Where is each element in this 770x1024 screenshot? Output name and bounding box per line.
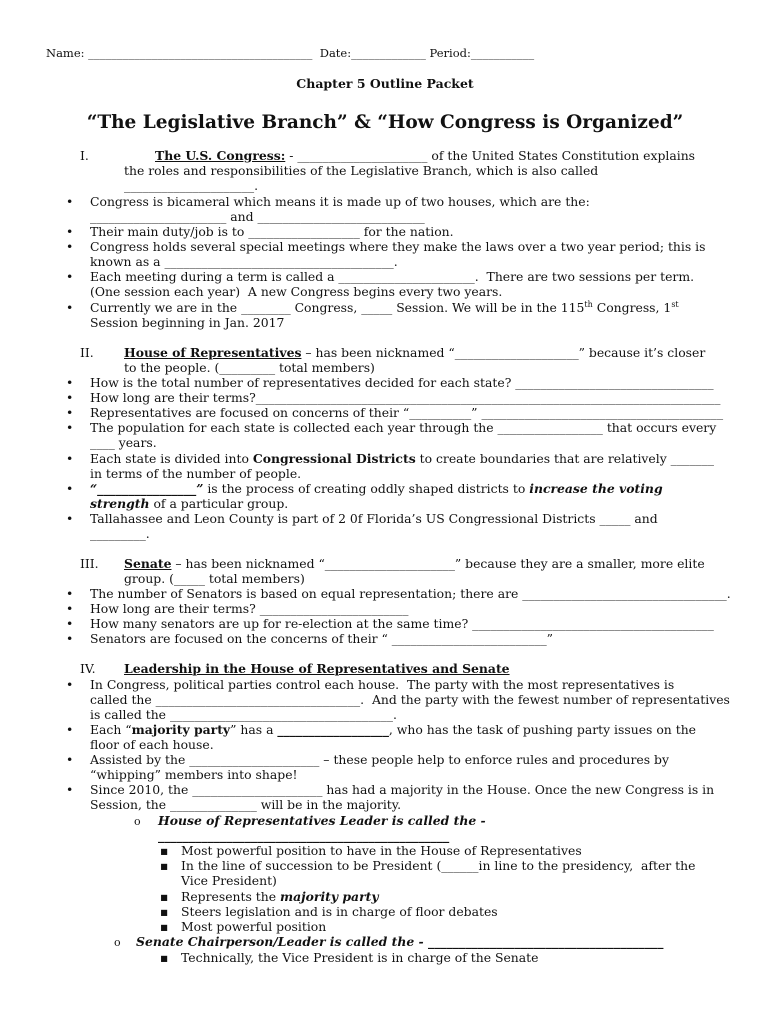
section-number: II. [80,345,94,360]
bullet-text-part: is the process of creating oddly shaped districts to [203,481,530,496]
bold-term: Congressional Districts [252,451,416,466]
section-number: IV. [80,661,96,676]
bold-term: strength [90,496,150,511]
bullet-text: Senators are focused on the concerns of their “ _________________________” [90,631,554,646]
bullet-text: Technically, the Vice President is in charge of the Senate [181,950,539,965]
bullet-text: called the _________________________________. And the party with the fewest number of representatives [90,692,730,707]
superscript: th [584,299,593,309]
section-heading: Senate [124,556,172,571]
section-number: I. [80,148,89,163]
bullet-text: The number of Senators is based on equal representation; there are _________________________________. [90,586,731,601]
section-heading: The U.S. Congress: [155,148,286,163]
bullet-marker [66,375,73,390]
bullet-text-part: , who has the task of pushing party issues on the [388,722,697,737]
bullet-marker [66,616,73,631]
answer-blank: __________________ [277,722,389,737]
bold-term: “________________” [90,481,204,496]
section-text [124,360,375,375]
bullet-text: Congress is bicameral which means it is made up of two houses, which are the: [90,194,590,209]
bullet-text: In Congress, political parties control each house. The party with the most representatives is [90,677,675,692]
bullet-text: known as a _____________________________________. [90,254,398,269]
bullet-text [90,300,679,315]
bullet-text-part: ” has a [230,722,278,737]
answer-blank: ______________________________________ [428,934,664,949]
section-number: III. [80,556,99,571]
section-ii-text [124,345,705,360]
section-text-part: to the people [124,360,207,375]
bullet-text [90,451,714,466]
square-bullet-marker [160,950,168,965]
bullet-marker [66,224,73,239]
sub-heading: Senate Chairperson/Leader is called the - [136,934,429,949]
square-bullet-marker [160,904,168,919]
bullet-marker [66,631,73,646]
section-heading: House of Representatives [124,345,302,360]
bullet-marker [66,782,73,797]
bullet-marker [66,300,73,315]
bullet-text-part: of a particular group. [149,496,289,511]
bold-term: majority party [131,722,231,737]
bullet-text: (One session each year) A new Congress begins every two years. [90,284,503,299]
bullet-text: Since 2010, the _____________________ has had a majority in the House. Once the new Congress is in [90,782,715,797]
bullet-text [181,889,379,904]
bullet-text-part: Represents the [181,889,281,904]
square-bullet-marker [160,843,168,858]
section-text-part: . (_________ total members) [206,360,375,375]
bullet-text-part: Each “ [90,722,132,737]
section-text: - _____________________ of the United States Constitution explains [285,148,696,163]
bullet-text: How many senators are up for re-election at the same time? _______________________________________ [90,616,714,631]
bullet-marker [66,405,73,420]
bullet-marker [66,511,73,526]
bold-term: increase the voting [529,481,663,496]
bullet-text: Each meeting during a term is called a ______________________. There are two sessions per term. [90,269,695,284]
bullet-text: _________. [90,526,150,541]
bullet-text: floor of each house. [90,737,214,752]
bullet-text: Congress holds several special meetings where they make the laws over a two year period; this is [90,239,706,254]
bullet-text: The population for each state is collected each year through the _________________ that occurs every [90,420,717,435]
section-text: – has been nicknamed “____________________” because it’s closer [301,345,706,360]
answer-blank: _______________________________________________ [158,828,450,843]
bullet-text: Most powerful position to have in the House of Representatives [181,843,582,858]
bullet-text: Steers legislation and is in charge of floor debates [181,904,498,919]
bullet-text: In the line of succession to be President (______in line to the presidency, after the [181,858,696,873]
circle-bullet-marker [134,813,141,829]
section-text: – has been nicknamed “_____________________” because they are a smaller, more elite [171,556,705,571]
bullet-text: How is the total number of representatives decided for each state? ________________________________ [90,375,714,390]
bullet-text: “whipping” members into shape! [90,767,298,782]
section-heading: Leadership in the House of Representatives and Senate [124,661,510,676]
bullet-text: How long are their terms?___________________________________________________________________________ [90,390,721,405]
bullet-marker [66,451,73,466]
section-text [124,571,305,586]
bullet-marker [66,481,73,496]
bullet-text: ______________________ and ___________________________ [90,209,425,224]
sub-heading: House of Representatives Leader is called the - [158,813,486,828]
bullet-marker [66,194,73,209]
bullet-text: Session beginning in Jan. 2017 [90,315,285,330]
section-text-part: . (_____ total members) [161,571,305,586]
bullet-text-part: Currently we are in the ________ Congress, _____ Session. We will be in the 115 [90,300,585,315]
square-bullet-marker [160,858,168,873]
bullet-text: Session, the ______________ will be in the majority. [90,797,402,812]
bullet-marker [66,722,73,737]
bold-term: majority party [280,889,379,904]
section-iii-text [124,556,705,571]
bullet-text: Most powerful position [181,919,327,934]
bullet-marker [66,752,73,767]
bullet-text [90,496,288,511]
bullet-text: ____ years. [90,435,157,450]
section-text: _____________________. [124,178,259,193]
bullet-text-part: to create boundaries that are relatively _______ [415,451,715,466]
bullet-text: Their main duty/job is to __________________ for the nation. [90,224,454,239]
bullet-text: in terms of the number of people. [90,466,302,481]
bullet-marker [66,586,73,601]
bullet-marker [66,420,73,435]
bullet-marker [66,239,73,254]
bullet-text [90,722,696,737]
bullet-marker [66,601,73,616]
section-text-part: group [124,571,162,586]
bullet-marker [66,677,73,692]
name-date-period-line: Name: _______________________________________ Date:_____________ Period:___________ [46,46,535,60]
bullet-text: Tallahassee and Leon County is part of 2 0f Florida’s US Congressional Districts _____ and [90,511,658,526]
square-bullet-marker [160,919,168,934]
section-text: the roles and responsibilities of the Legislative Branch, which is also called [124,163,599,178]
sub-heading-line [136,934,663,949]
bullet-marker [66,390,73,405]
page-title: “The Legislative Branch” & “How Congress is Organized” [86,112,684,133]
bullet-marker [66,269,73,284]
circle-bullet-marker [114,934,121,950]
bullet-text: Vice President) [181,873,277,888]
bullet-text: Representatives are focused on concerns of their “__________” _______________________________________ [90,405,724,420]
bullet-text: How long are their terms? ________________________ [90,601,409,616]
bullet-text: Assisted by the _____________________ – these people help to enforce rules and procedures by [90,752,669,767]
bullet-text-part: Each state is divided into [90,451,253,466]
bullet-text [90,481,663,496]
square-bullet-marker [160,889,168,904]
bullet-text-part: Congress, 1 [592,300,672,315]
section-i-text [155,148,695,163]
superscript: st [671,299,679,309]
chapter-heading: Chapter 5 Outline Packet [296,76,474,91]
bullet-text: is called the ____________________________________. [90,707,397,722]
